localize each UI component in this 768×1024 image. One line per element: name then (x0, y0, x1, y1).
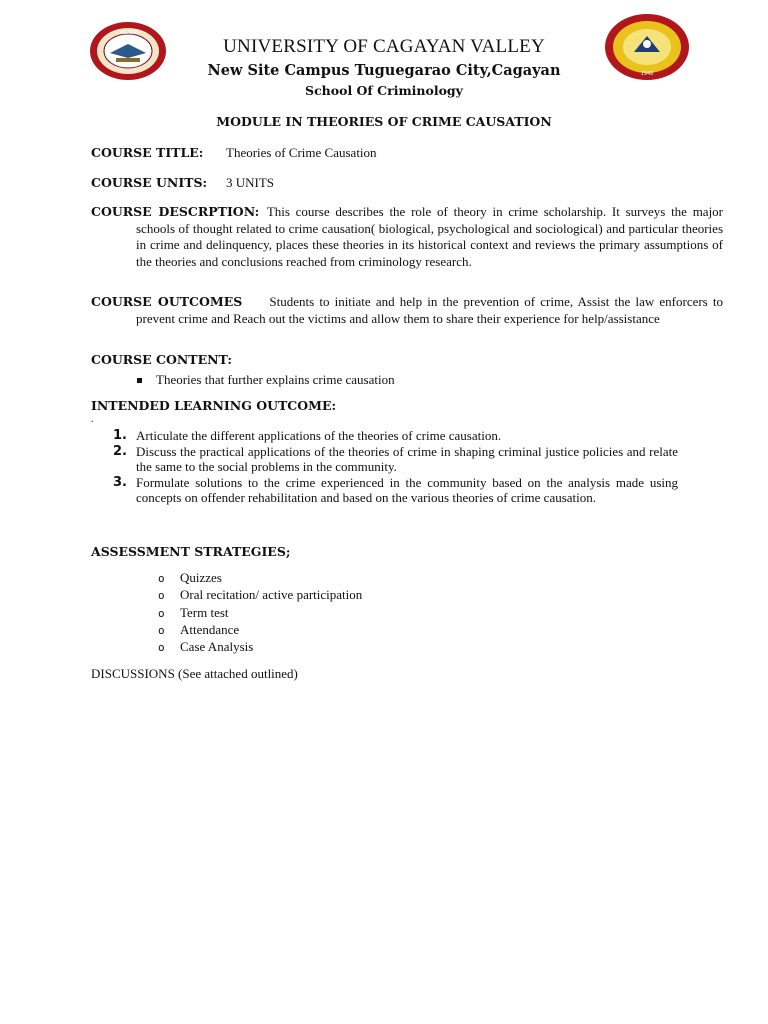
course-outcomes (91, 294, 723, 327)
course-description-text: This course describes the role of theory in crime scholarship. It surveys the major schools of thought related to crime causation( biological, psychological and sociological) and particular theories in crime and delinquency, places these theories in its historical context and reviews the primary assumptions of the theories and conclusions reached from criminology research. (136, 204, 724, 269)
list-item: o Case Analysis (158, 639, 362, 656)
course-title-value: Theories of Crime Causation (226, 145, 377, 160)
discussions-note: DISCUSSIONS (See attached outlined) (91, 666, 298, 681)
square-bullet-icon (137, 378, 142, 383)
course-content-item (137, 372, 395, 388)
course-title-label: COURSE TITLE: (91, 145, 204, 160)
list-item: o Quizzes (158, 570, 362, 587)
list-item: o Term test (158, 605, 362, 622)
university-name: UNIVERSITY OF CAGAYAN VALLEY (223, 36, 545, 57)
ilo-item-text: Articulate the different applications of the theories of crime causation. (136, 428, 502, 443)
svg-text:CAGAYAN: CAGAYAN (116, 30, 140, 36)
circle-bullet-icon: o (158, 589, 165, 603)
ilo-label: INTENDED LEARNING OUTCOME: (91, 398, 337, 413)
course-outcomes-label: COURSE OUTCOMES (91, 294, 243, 309)
course-description (91, 204, 723, 270)
circle-bullet-icon: o (158, 572, 165, 585)
course-content-heading (91, 351, 232, 369)
course-title-row (91, 144, 377, 162)
svg-text:1948: 1948 (640, 71, 654, 77)
ilo-item-3 (113, 475, 678, 506)
list-item: o Attendance (158, 622, 362, 639)
ilo-item-number: 3. (113, 474, 127, 490)
module-title: MODULE IN THEORIES OF CRIME CAUSATION (216, 114, 552, 129)
course-units-row (91, 174, 274, 192)
course-outcomes-text: Students to initiate and help in the prevention of crime, Assist the law enforcers to prevent crime and Reach out the victims and allow them to share their experience for help/assistance (136, 294, 723, 326)
stray-mark: . (91, 414, 94, 425)
circle-bullet-icon: o (158, 606, 165, 620)
ilo-heading (91, 397, 336, 415)
ilo-list (113, 428, 678, 506)
assessment-heading (91, 543, 290, 561)
list-item: o Oral recitation/ active participation (158, 587, 362, 604)
school-name: School Of Criminology (305, 83, 463, 98)
ilo-item-number: 2. (113, 443, 127, 459)
ilo-item-number: 1. (113, 428, 127, 443)
circle-bullet-icon: o (158, 623, 165, 637)
assessment-list (158, 570, 362, 656)
course-description-label: COURSE DESCRPTION: (91, 204, 260, 219)
ilo-item-1 (113, 428, 678, 444)
course-units-value: 3 UNITS (226, 175, 275, 190)
campus-name: New Site Campus Tuguegarao City,Cagayan (207, 62, 561, 79)
ilo-item-2 (113, 444, 678, 475)
course-content-item-text: Theories that further explains crime causation (156, 372, 395, 387)
course-content-label: COURSE CONTENT: (91, 352, 233, 367)
assessment-label: ASSESSMENT STRATEGIES; (91, 544, 291, 559)
course-units-label: COURSE UNITS: (91, 175, 208, 190)
ilo-item-text: Formulate solutions to the crime experienced in the community based on the analysis made using concepts on offender rehabilitation and based on the various theories of crime causation. (136, 474, 678, 505)
ilo-item-text: Discuss the practical applications of the theories of crime in shaping criminal justice policies and relate the same to the social problems in the community. (136, 443, 678, 474)
circle-bullet-icon: o (158, 641, 165, 655)
